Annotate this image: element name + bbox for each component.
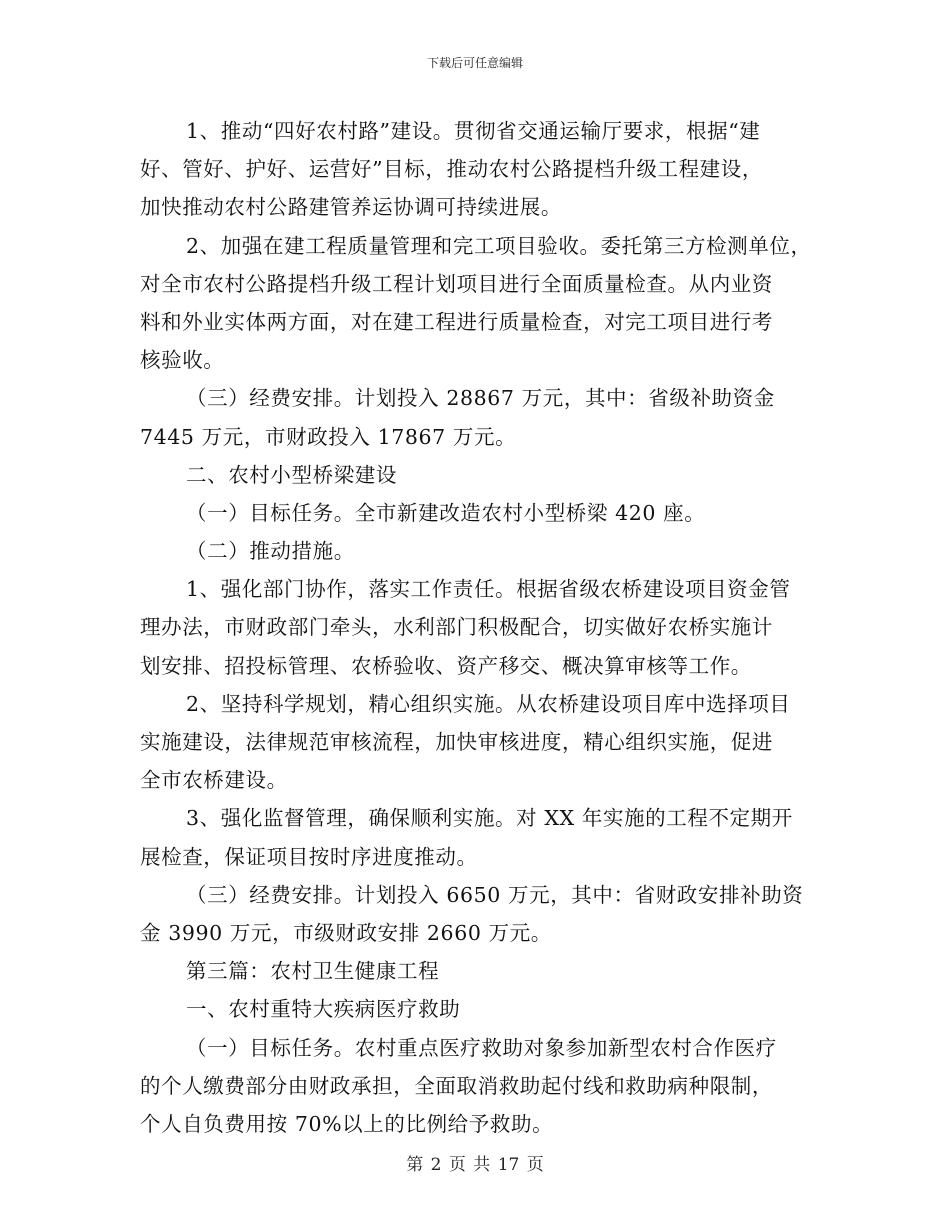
page-header-note: 下载后可任意编辑 [426,56,523,70]
text-line: 2、坚持科学规划，精心组织实施。从农桥建设项目库中选择项目 [186,691,791,716]
text-line: 1、推动“四好农村路”建设。贯彻省交通运输厅要求，根据“建 [186,119,761,143]
text-line: 2、加强在建工程质量管理和完工项目验收。委托第三方检测单位， [186,233,812,258]
text-line: 个人自负费用按 70%以上的比例给予救助。 [140,1111,554,1136]
text-line: 加快推动农村公路建管养运协调可持续进展。 [140,195,562,220]
text-line: 1、强化部门协作，落实工作责任。根据省级农桥建设项目资金管 [186,577,791,602]
text-line: 全市农桥建设。 [140,768,288,793]
text-line: 金 3990 万元，市级财政安排 2660 万元。 [140,920,552,945]
text-line: （一）目标任务。全市新建改造农村小型桥梁 420 座。 [186,500,706,525]
text-line: 核验收。 [140,348,225,373]
text-line: 理办法，市财政部门牵头，水利部门积极配合，切实做好农桥实施计 [140,615,773,640]
text-line: 二、农村小型桥梁建设 [186,462,397,487]
text-line: 好、管好、护好、运营好”目标，推动农村公路提档升级工程建设， [140,157,763,182]
page-number-footer: 第 2 页 共 17 页 [406,1155,544,1175]
text-line: （三）经费安排。计划投入 6650 万元，其中：省财政安排补助资 [186,882,804,907]
document-body [140,112,812,1143]
text-line: 的个人缴费部分由财政承担，全面取消救助起付线和救助病种限制， [140,1073,773,1098]
text-line: 展检查，保证项目按时序进度推动。 [140,844,478,869]
text-line: （三）经费安排。计划投入 28867 万元，其中：省级补助资金 [186,386,775,411]
text-line: 7445 万元，市财政投入 17867 万元。 [140,424,517,449]
text-line: 一、农村重特大疾病医疗救助 [186,997,461,1022]
text-line: 第三篇：农村卫生健康工程 [186,959,440,984]
text-line: 实施建设，法律规范审核流程，加快审核进度，精心组织实施，促进 [140,730,773,754]
text-line: （二）推动措施。 [186,539,355,564]
text-line: 料和外业实体两方面，对在建工程进行质量检查，对完工项目进行考 [140,309,773,334]
text-line: 对全市农村公路提档升级工程计划项目进行全面质量检查。从内业资 [140,271,773,296]
text-line: 划安排、招投标管理、农桥验收、资产移交、概决算审核等工作。 [140,653,752,678]
text-line: （一）目标任务。农村重点医疗救助对象参加新型农村合作医疗 [186,1035,777,1060]
text-line: 3、强化监督管理，确保顺利实施。对 XX 年实施的工程不定期开 [186,806,793,831]
